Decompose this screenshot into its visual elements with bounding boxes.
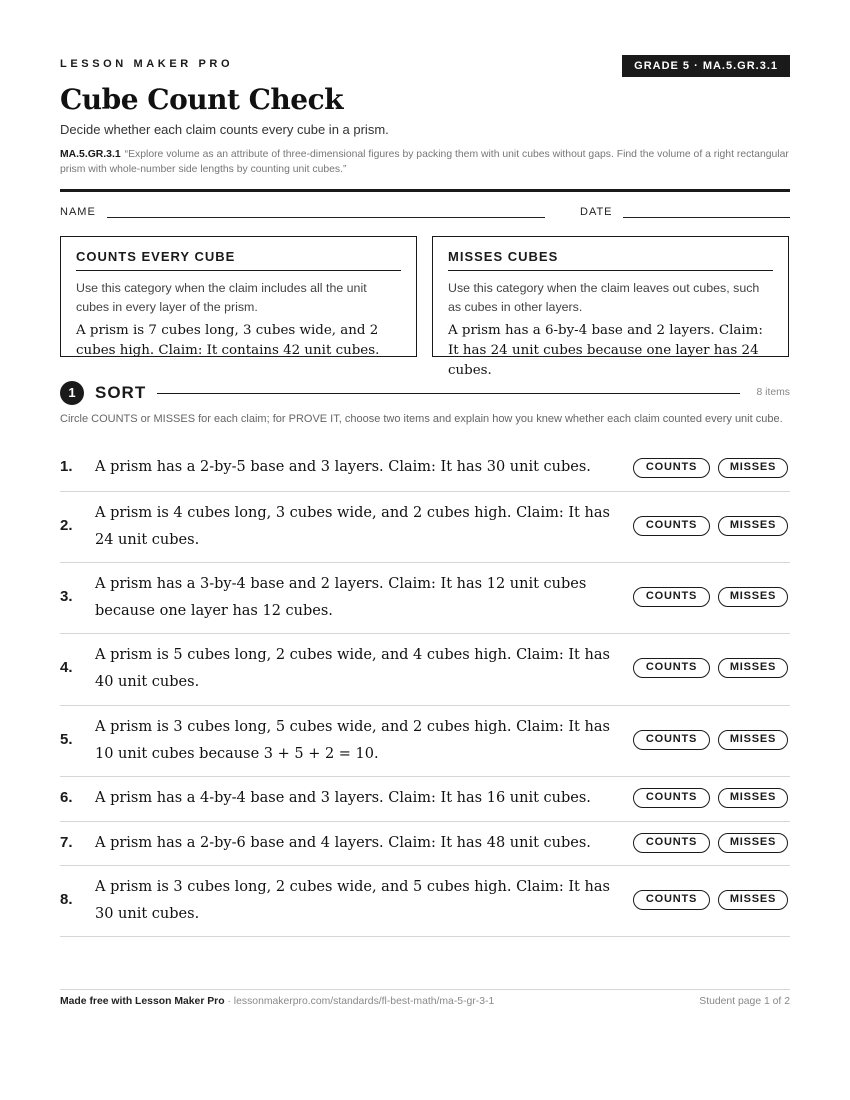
footer-divider <box>60 989 790 990</box>
name-label: NAME <box>60 206 96 218</box>
section-divider <box>157 393 740 394</box>
item-claim: A prism is 4 cubes long, 3 cubes wide, and 2 cubes high. Claim: It has 24 unit cubes. <box>95 505 610 548</box>
standard-text: “Explore volume as an attribute of three-dimensional figures by packing them with unit cubes without gaps. Find the volume of a right rectangular prism with whole-number side lengths by counting unit cubes.” <box>60 149 789 175</box>
brand-name: LESSON MAKER PRO <box>60 58 234 70</box>
item-claim: A prism is 5 cubes long, 2 cubes wide, and 4 cubes high. Claim: It has 40 unit cubes. <box>95 647 610 690</box>
date-label: DATE <box>580 206 613 218</box>
page-title: Cube Count Check <box>60 83 344 116</box>
counts-choice-button[interactable]: COUNTS <box>633 730 710 750</box>
misses-choice-button[interactable]: MISSES <box>718 730 788 750</box>
footer-credit: Made free with Lesson Maker Pro <box>60 996 225 1007</box>
items-list <box>60 446 790 937</box>
misses-choice-button[interactable]: MISSES <box>718 833 788 853</box>
category-example: A prism is 7 cubes long, 3 cubes wide, and 2 cubes high. Claim: It contains 42 unit cubes. <box>76 323 380 358</box>
list-item <box>60 866 790 937</box>
misses-choice-button[interactable]: MISSES <box>718 890 788 910</box>
page-number: Student page 1 of 2 <box>699 996 790 1007</box>
item-claim: A prism has a 4-by-4 base and 3 layers. Claim: It has 16 unit cubes. <box>95 790 591 806</box>
list-item <box>60 563 790 634</box>
item-claim: A prism is 3 cubes long, 5 cubes wide, and 2 cubes high. Claim: It has 10 unit cubes because 3 + 5 + 2 = 10. <box>95 719 610 762</box>
item-number: 3. <box>60 588 73 605</box>
misses-choice-button[interactable]: MISSES <box>718 658 788 678</box>
counts-choice-button[interactable]: COUNTS <box>633 833 710 853</box>
category-misses-cubes <box>432 236 789 378</box>
misses-choice-button[interactable]: MISSES <box>718 458 788 478</box>
item-claim: A prism has a 3-by-4 base and 2 layers. Claim: It has 12 unit cubes because one layer has 12 cubes. <box>95 576 587 619</box>
list-item <box>60 777 790 822</box>
list-item <box>60 492 790 563</box>
counts-choice-button[interactable]: COUNTS <box>633 587 710 607</box>
item-number: 4. <box>60 659 73 676</box>
counts-choice-button[interactable]: COUNTS <box>633 516 710 536</box>
category-title: MISSES CUBES <box>448 249 773 271</box>
category-description: Use this category when the claim leaves out cubes, such as cubes in other layers. <box>448 281 760 314</box>
misses-choice-button[interactable]: MISSES <box>718 587 788 607</box>
misses-choice-button[interactable]: MISSES <box>718 516 788 536</box>
page-footer <box>60 996 790 1007</box>
item-number: 7. <box>60 834 73 851</box>
grade-badge: GRADE 5 · MA.5.GR.3.1 <box>622 55 790 77</box>
section-number-badge: 1 <box>60 381 84 405</box>
category-description: Use this category when the claim includes all the unit cubes in every layer of the prism. <box>76 281 367 314</box>
counts-choice-button[interactable]: COUNTS <box>633 458 710 478</box>
category-counts-every-cube <box>60 236 417 357</box>
item-number: 6. <box>60 789 73 806</box>
section-title: SORT <box>95 383 147 402</box>
footer-url: · lessonmakerpro.com/standards/fl-best-math/ma-5-gr-3-1 <box>224 996 495 1007</box>
header-divider <box>60 189 790 192</box>
misses-choice-button[interactable]: MISSES <box>718 788 788 808</box>
list-item <box>60 634 790 706</box>
section-header <box>60 381 790 405</box>
counts-choice-button[interactable]: COUNTS <box>633 788 710 808</box>
page-subtitle: Decide whether each claim counts every cube in a prism. <box>60 122 389 137</box>
category-title: COUNTS EVERY CUBE <box>76 249 401 271</box>
section-instructions: Circle COUNTS or MISSES for each claim; for PROVE IT, choose two items and explain how you knew whether each claim counted every unit cube. <box>60 413 783 425</box>
counts-choice-button[interactable]: COUNTS <box>633 890 710 910</box>
name-field[interactable] <box>107 217 545 218</box>
counts-choice-button[interactable]: COUNTS <box>633 658 710 678</box>
item-number: 1. <box>60 458 73 475</box>
item-count: 8 items <box>756 387 790 398</box>
item-claim: A prism has a 2-by-6 base and 4 layers. Claim: It has 48 unit cubes. <box>95 835 591 851</box>
list-item <box>60 706 790 777</box>
top-bar <box>60 55 790 79</box>
date-field[interactable] <box>623 217 790 218</box>
item-number: 8. <box>60 891 73 908</box>
item-claim: A prism is 3 cubes long, 2 cubes wide, and 5 cubes high. Claim: It has 30 unit cubes. <box>95 879 610 922</box>
list-item <box>60 822 790 866</box>
standard-description <box>60 147 790 177</box>
name-date-row <box>60 206 790 222</box>
category-example: A prism has a 6-by-4 base and 2 layers. Claim: It has 24 unit cubes because one layer has 24 cubes. <box>448 323 763 378</box>
item-claim: A prism has a 2-by-5 base and 3 layers. Claim: It has 30 unit cubes. <box>95 459 591 475</box>
list-item <box>60 446 790 492</box>
standard-code: MA.5.GR.3.1 <box>60 149 121 160</box>
item-number: 5. <box>60 731 73 748</box>
item-number: 2. <box>60 517 73 534</box>
